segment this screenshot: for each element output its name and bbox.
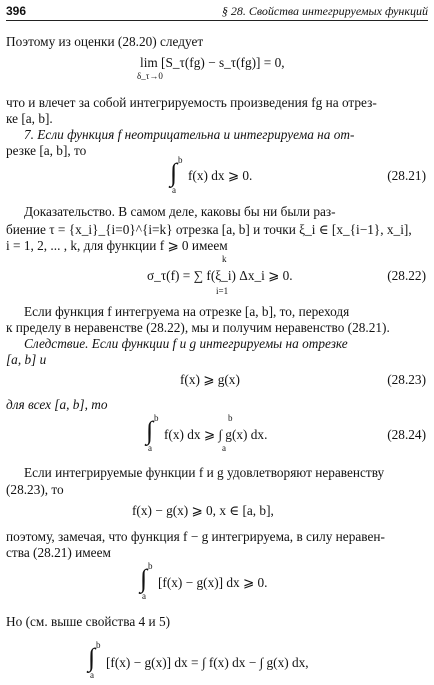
integral-upper-limit: b <box>154 413 159 423</box>
formula-integral-difference: [f(x) − g(x)] dx ⩾ 0. <box>158 575 268 590</box>
equation-number: (28.24) <box>387 427 426 442</box>
text-line: i = 1, 2, ... , k, для функции f ⩾ 0 имеем <box>6 238 228 253</box>
integral-sign: ∫ <box>88 643 96 672</box>
formula-limit: lim [S_τ(fg) − s_τ(fg)] = 0, <box>140 55 285 70</box>
text-line: Если интегрируемые функции f и g удовлетворяют неравенству <box>24 465 385 480</box>
integral-sign: ∫ <box>146 416 154 445</box>
text-line: для всех [a, b], то <box>6 397 108 412</box>
section-title: § 28. Свойства интегрируемых функций <box>221 4 428 18</box>
equation-number: (28.22) <box>387 268 426 283</box>
formula-28-22: σ_τ(f) = ∑ f(ξ_i) Δx_i ⩾ 0. <box>147 268 293 283</box>
corollary-statement: Следствие. Если функции f и g интегрируемы на отрезке <box>24 336 348 351</box>
sum-lower-limit: i=1 <box>216 286 229 296</box>
integral-sign: ∫ <box>170 158 178 187</box>
integral-lower-limit: a <box>172 185 176 195</box>
formula-28-23: f(x) ⩾ g(x) <box>180 372 240 387</box>
text-line: резке [a, b], то <box>6 143 87 158</box>
text-line: что и влечет за собой интегрируемость произведения fg на отрез- <box>6 95 377 110</box>
integral-upper-limit: b <box>228 413 233 423</box>
text-line: Доказательство. В самом деле, каковы бы ни были раз- <box>24 204 336 219</box>
sum-upper-limit: k <box>222 254 227 264</box>
integral-lower-limit: a <box>222 443 226 453</box>
page-number: 396 <box>6 4 27 18</box>
property-statement: 7. Если функция f неотрицательна и интегрируема на от- <box>24 127 355 142</box>
text-line: поэтому, замечая, что функция f − g интегрируема, в силу неравен- <box>6 529 385 544</box>
text-line: к пределу в неравенстве (28.22), мы и получим неравенство (28.21). <box>6 320 390 335</box>
running-header <box>6 4 428 21</box>
formula-28-24: f(x) dx ⩾ ∫ g(x) dx. <box>164 427 268 442</box>
integral-upper-limit: b <box>96 640 101 650</box>
text-line: Поэтому из оценки (28.20) следует <box>6 34 204 49</box>
equation-number: (28.23) <box>387 372 426 387</box>
integral-upper-limit: b <box>148 561 153 571</box>
integral-lower-limit: a <box>148 443 152 453</box>
formula-limit-subscript: δ_τ→0 <box>137 71 163 81</box>
text-line: [a, b] и <box>6 352 47 367</box>
formula-linearity: [f(x) − g(x)] dx = ∫ f(x) dx − ∫ g(x) dx, <box>106 655 309 670</box>
text-line: (28.23), то <box>6 482 64 497</box>
integral-upper-limit: b <box>178 155 183 165</box>
integral-lower-limit: a <box>90 670 94 680</box>
text-line: Но (см. выше свойства 4 и 5) <box>6 614 171 629</box>
text-line: Если функция f интегруема на отрезке [a, b], то, переходя <box>24 304 350 319</box>
equation-number: (28.21) <box>387 168 426 183</box>
formula-28-21: f(x) dx ⩾ 0. <box>188 168 253 183</box>
integral-sign: ∫ <box>140 564 148 593</box>
text-line: ства (28.21) имеем <box>6 545 111 560</box>
text-line: биение τ = {x_i}_{i=0}^{i=k} отрезка [a, b] и точки ξ_i ∈ [x_{i−1}, x_i], <box>6 222 412 237</box>
text-line: ке [a, b]. <box>6 111 53 126</box>
formula-difference: f(x) − g(x) ⩾ 0, x ∈ [a, b], <box>132 503 274 518</box>
integral-lower-limit: a <box>142 591 146 601</box>
